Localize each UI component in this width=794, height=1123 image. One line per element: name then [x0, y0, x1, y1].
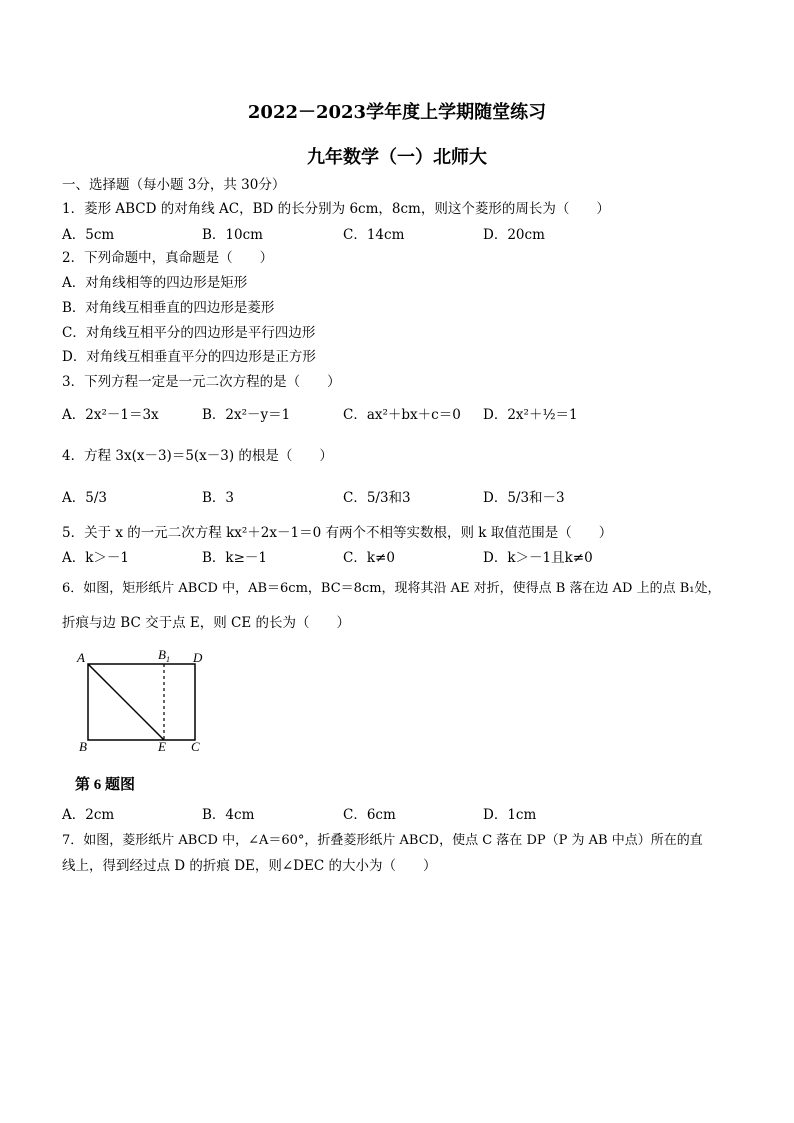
q6-figure-caption: 第 6 题图	[75, 777, 136, 793]
q6-label-b: B	[79, 739, 87, 754]
q3-option-c: C．ax²＋bx＋c＝0	[343, 407, 461, 423]
q1-option-d: D．20cm	[483, 227, 545, 243]
q4-option-c: C．5/3和3	[343, 490, 411, 506]
q6-rectangle	[88, 664, 195, 740]
q2-option-a: A．对角线相等的四边形是矩形	[62, 275, 248, 291]
q6-label-c: C	[191, 739, 200, 754]
q6-label-d: D	[193, 650, 203, 665]
q6-label-a: A	[77, 650, 85, 665]
q6-label-e: E	[158, 739, 166, 754]
q3-option-b: B．2x²－y＝1	[202, 407, 291, 423]
q1-option-a: A．5cm	[62, 227, 115, 243]
q6-fold-line-ae	[88, 664, 164, 740]
section-heading: 一、选择题（每小题 3分，共 30分）	[62, 177, 286, 193]
q5-option-b: B．k≥－1	[202, 550, 268, 566]
q5-option-d: D．k＞－1且k≠0	[483, 550, 593, 566]
q4-option-b: B．3	[202, 490, 235, 506]
q5-stem: 5．关于 x 的一元二次方程 kx²＋2x－1＝0 有两个不相等实数根，则 k 取值范围是（ ）	[62, 525, 613, 541]
q1-option-c: C．14cm	[343, 227, 405, 243]
q6-option-a: A．2cm	[62, 807, 115, 823]
q3-option-a: A．2x²－1＝3x	[62, 407, 159, 423]
q2-option-c: C．对角线互相平分的四边形是平行四边形	[62, 325, 316, 341]
q4-stem: 4．方程 3x(x－3)＝5(x－3) 的根是（ ）	[62, 448, 333, 464]
q5-option-a: A．k＞－1	[62, 550, 130, 566]
q6-option-c: C．6cm	[343, 807, 396, 823]
q6-option-d: D．1cm	[483, 807, 537, 823]
q6-figure-svg	[63, 644, 213, 794]
q6-option-b: B．4cm	[202, 807, 255, 823]
q6-stem-line1: 6．如图，矩形纸片 ABCD 中，AB＝6cm，BC＝8cm，现将其沿 AE 对折，使得点 B 落在边 AD 上的点 B₁处，	[62, 581, 721, 596]
q4-option-a: A．5/3	[62, 490, 107, 506]
q6-figure	[63, 644, 213, 794]
q1-stem: 1．菱形 ABCD 的对角线 AC，BD 的长分别为 6cm，8cm，则这个菱形的周长为（ ）	[62, 201, 610, 217]
page-subtitle: 九年数学（一）北师大	[307, 147, 487, 168]
q6-stem-line2: 折痕与边 BC 交于点 E，则 CE 的长为（ ）	[62, 615, 350, 631]
q3-option-d: D．2x²＋½＝1	[483, 407, 578, 423]
q6-label-b1: $B_1$	[158, 647, 170, 664]
q2-option-b: B．对角线互相垂直的四边形是菱形	[62, 300, 275, 316]
q1-option-b: B．10cm	[202, 227, 263, 243]
q7-stem-line2: 线上，得到经过点 D 的折痕 DE，则∠DEC 的大小为（ ）	[62, 858, 437, 874]
q2-stem: 2．下列命题中，真命题是（ ）	[62, 250, 274, 266]
q4-option-d: D．5/3和－3	[483, 490, 565, 506]
q2-option-d: D．对角线互相垂直平分的四边形是正方形	[62, 349, 316, 365]
q7-stem-line1: 7．如图，菱形纸片 ABCD 中，∠A＝60°，折叠菱形纸片 ABCD，使点 C 落在 DP（P 为 AB 中点）所在的直	[62, 833, 703, 848]
q3-stem: 3．下列方程一定是一元二次方程的是（ ）	[62, 374, 341, 390]
q5-option-c: C．k≠0	[343, 550, 395, 566]
page-title: 2022－2023学年度上学期随堂练习	[247, 102, 547, 123]
